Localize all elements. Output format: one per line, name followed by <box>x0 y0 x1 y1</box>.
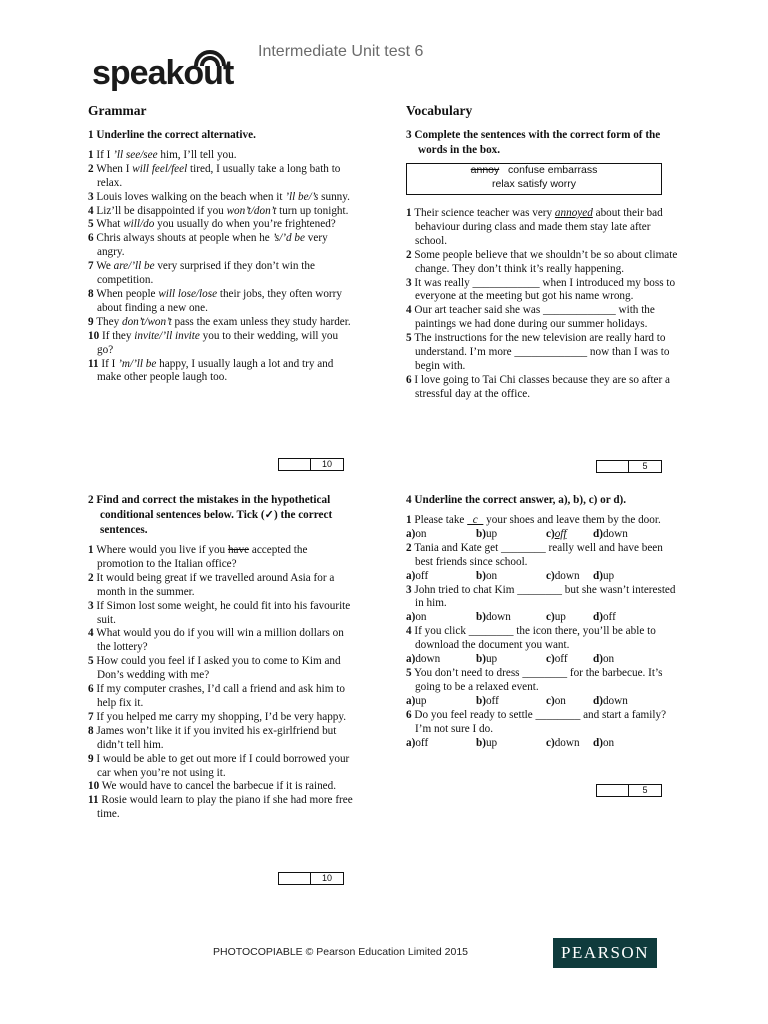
option-letter: a) <box>406 569 416 582</box>
speakout-logo <box>92 46 262 92</box>
option-text: off <box>602 611 616 624</box>
ex2-item: 7 If you helped me carry my shopping, I’d be very happy. <box>88 710 347 723</box>
option-text: off <box>415 569 429 582</box>
option-text: down <box>485 611 511 624</box>
option[interactable] <box>476 611 546 625</box>
option-text: on <box>485 569 498 582</box>
vocabulary-section <box>406 104 678 164</box>
option-text: up <box>415 694 427 707</box>
ex3-score: 5 <box>642 461 648 471</box>
ex3-item: 6 I love going to Tai Chi classes because they are so after a stressful day at the office. <box>406 373 671 400</box>
grammar-heading: Grammar <box>88 103 147 118</box>
option-text: up <box>485 527 498 540</box>
option-letter: d) <box>593 694 603 707</box>
option[interactable] <box>476 737 546 751</box>
ex2-instruction: 2 Find and correct the mistakes in the hypothetical conditional sentences below. Tick (✓) the correct sentences. <box>88 494 333 536</box>
item-number: 1 <box>88 148 94 161</box>
ex4-section <box>406 493 678 750</box>
option-text: up <box>485 653 498 666</box>
option[interactable] <box>476 695 546 709</box>
item-number: 3 <box>88 599 94 612</box>
ex1-score: 10 <box>321 459 332 469</box>
option-text: on <box>602 736 615 749</box>
ex4-instruction: 4 Underline the correct answer, a), b), c) or d). <box>406 494 627 506</box>
option[interactable] <box>476 653 546 667</box>
alternatives: ’m/’ll be <box>118 357 157 370</box>
ex2-item: 4 What would you do if you will win a million dollars on the lottery? <box>88 627 344 654</box>
ex2-item: 11 Rosie would learn to play the piano if she had more free time. <box>88 794 353 821</box>
pearson-logo: PEARSON <box>553 938 657 968</box>
option-letter: d) <box>593 569 603 582</box>
ex3-item: 4 Our art teacher said she was _____________ with the paintings we had done during our summer holidays. <box>406 304 655 331</box>
ex2-score-box <box>278 872 344 885</box>
option-text: off <box>554 653 568 666</box>
option-letter: c) <box>546 527 555 540</box>
option[interactable] <box>593 528 653 542</box>
option[interactable] <box>546 528 593 542</box>
option-letter: d) <box>593 736 603 749</box>
item-number: 6 <box>406 373 412 386</box>
ex4-score-box <box>596 784 662 797</box>
option[interactable] <box>546 695 593 709</box>
option-text: on <box>554 694 566 707</box>
item-number: 6 <box>406 708 412 721</box>
option[interactable] <box>593 611 653 625</box>
unit-title: Intermediate Unit test 6 <box>258 43 424 60</box>
item-number: 6 <box>88 683 94 696</box>
ex2-score: 10 <box>321 873 332 883</box>
item-number: 4 <box>88 627 94 640</box>
ex3-item: 2 Some people believe that we shouldn’t be so about climate change. They don’t think it’s really happening. <box>406 248 678 275</box>
option[interactable] <box>406 570 476 584</box>
ex1-item[interactable]: 7 We are/’ll be very surprised if they don’t win the competition. <box>88 260 315 287</box>
item-number: 10 <box>88 780 100 793</box>
option-letter: a) <box>406 527 416 540</box>
wifi-arc-icon <box>188 46 232 68</box>
ex4-question: 6 Do you feel ready to settle ________ and start a family? I’m not sure I do. <box>406 708 667 735</box>
option-letter: a) <box>406 736 416 749</box>
ex2-item-1: 1 Where would you live if you have accepted the promotion to the Italian office? <box>88 544 308 570</box>
option-letter: b) <box>476 527 486 540</box>
item-number: 9 <box>88 752 94 765</box>
ex1-item[interactable]: 9 They don’t/won’t pass the exam unless they study harder. <box>88 315 351 328</box>
item-number: 5 <box>406 666 412 679</box>
ex4-options <box>406 528 678 542</box>
item-number: 3 <box>406 276 412 289</box>
ex2-item: 8 James won’t like it if you invited his ex-girlfriend but didn’t tell him. <box>88 724 337 751</box>
ex4-question: 5 You don’t need to dress ________ for the barbecue. It’s going to be a relaxed event. <box>406 666 663 693</box>
option-text: up <box>485 736 498 749</box>
item-number: 10 <box>88 329 100 342</box>
alternatives: invite/’ll invite <box>134 329 200 342</box>
option[interactable] <box>406 528 476 542</box>
option-text: on <box>415 611 427 624</box>
option-letter: c) <box>546 694 555 707</box>
option-letter: d) <box>593 611 603 624</box>
ex4-list <box>406 514 678 750</box>
option-letter: b) <box>476 736 486 749</box>
option-text: down <box>554 736 580 749</box>
ex3-list <box>406 249 678 402</box>
option-letter: a) <box>406 694 416 707</box>
option-text: down <box>415 653 441 666</box>
item-number: 8 <box>88 724 94 737</box>
option-text: off <box>485 694 499 707</box>
ex2-list <box>88 572 353 822</box>
option[interactable] <box>546 737 593 751</box>
ex3-instruction: 3 Complete the sentences with the correct form of the words in the box. <box>406 128 661 156</box>
option-text: off <box>415 736 429 749</box>
option-letter: b) <box>476 611 486 624</box>
ex1-score-box <box>278 458 344 471</box>
option-letter: c) <box>546 611 555 624</box>
ex4-question: 1 Please take c your shoes and leave them by the door. <box>406 514 661 526</box>
ex2-section <box>88 493 353 822</box>
ex2-item: 10 We would have to cancel the barbecue if it is rained. <box>88 780 337 793</box>
ex3-item: 3 It was really ____________ when I introduced my boss to everyone at the meeting but got his name wrong. <box>406 276 676 303</box>
ex4-question: 2 Tania and Kate get ________ really well and have been best friends since school. <box>406 541 663 568</box>
option-text: on <box>602 653 615 666</box>
ex4-options <box>406 570 678 584</box>
option-letter: a) <box>406 653 416 666</box>
item-number: 3 <box>88 190 94 203</box>
option[interactable] <box>406 695 476 709</box>
ex4-options <box>406 695 678 709</box>
ex2-item: 9 I would be able to get out more if I could borrowed your car when you’re not using it. <box>88 752 350 779</box>
alternatives: will lose/lose <box>158 287 218 300</box>
option[interactable] <box>406 611 476 625</box>
option[interactable] <box>406 653 476 667</box>
ex1-item[interactable]: 1 If I ’ll see/see him, I’ll tell you. <box>88 148 237 161</box>
alternatives: ’ll see/see <box>113 148 158 161</box>
ex2-item: 2 It would being great if we travelled around Asia for a month in the summer. <box>88 571 335 598</box>
option[interactable] <box>476 528 546 542</box>
item-number: 9 <box>88 315 94 328</box>
ex2-item: 5 How could you feel if I asked you to come to Kim and Don’s wedding with me? <box>88 655 341 682</box>
option-text: up <box>554 611 566 624</box>
example-answer: c <box>467 514 484 526</box>
item-number: 1 <box>406 514 412 526</box>
item-number: 4 <box>88 204 94 217</box>
ex1-item[interactable]: 5 What will/do you usually do when you’re frightened? <box>88 218 336 231</box>
item-number: 3 <box>406 583 412 596</box>
option-text: down <box>602 694 628 707</box>
option[interactable] <box>593 737 653 751</box>
logo-text: speakout <box>92 54 234 92</box>
ex4-options <box>406 653 678 667</box>
option-letter: b) <box>476 694 486 707</box>
ex1-item[interactable]: 6 Chris always shouts at people when he ’s/’d be very angry. <box>88 232 328 259</box>
ex1-item[interactable]: 2 When I will feel/feel tired, I usually take a long bath to relax. <box>88 162 341 189</box>
item-number: 2 <box>406 541 412 554</box>
item-number: 4 <box>406 304 412 317</box>
item-number: 2 <box>406 248 412 261</box>
option-text: down <box>602 527 628 540</box>
option[interactable] <box>593 570 653 584</box>
option-letter: b) <box>476 653 486 666</box>
alternatives: are/’ll be <box>113 260 155 273</box>
item-number: 11 <box>88 357 99 370</box>
alternatives: don’t/won’t <box>121 315 172 328</box>
option-text: up <box>602 569 615 582</box>
ex2-item: 3 If Simon lost some weight, he could fit into his favourite suit. <box>88 599 351 626</box>
item-number: 2 <box>88 162 94 175</box>
ex1-item[interactable]: 8 When people will lose/lose their jobs, they often worry about finding a new one. <box>88 287 342 314</box>
ex1-instruction: 1 Underline the correct alternative. <box>88 128 256 141</box>
item-number: 4 <box>406 625 412 638</box>
option-text: down <box>554 569 580 582</box>
item-number: 7 <box>88 710 94 723</box>
ex4-question: 4 If you click ________ the icon there, you’ll be able to download the document you want. <box>406 625 656 652</box>
item-number: 8 <box>88 287 94 300</box>
ex3-items <box>406 207 678 402</box>
option[interactable] <box>593 695 653 709</box>
item-number: 7 <box>88 260 94 273</box>
alternatives: ’s/’d be <box>272 232 305 245</box>
option-letter: d) <box>593 527 603 540</box>
ex4-question: 3 John tried to chat Kim ________ but she wasn’t interested in him. <box>406 583 676 610</box>
ex1-item[interactable]: 3 Louis loves walking on the beach when it ’ll be/’s sunny. <box>88 190 350 203</box>
option[interactable] <box>546 611 593 625</box>
option-text: on <box>415 527 427 540</box>
option[interactable] <box>546 570 593 584</box>
grammar-section <box>88 104 353 385</box>
alternatives: will/do <box>123 218 155 231</box>
item-number: 6 <box>88 232 94 245</box>
option-letter: c) <box>546 736 555 749</box>
ex3-score-box <box>596 460 662 473</box>
alternatives: won’t/don’t <box>226 204 277 217</box>
option[interactable] <box>546 653 593 667</box>
item-number: 5 <box>88 218 94 231</box>
ex3-item-1: 1 Their science teacher was very annoyed about their bad behaviour during class and made them stay late after school. <box>406 207 663 247</box>
ex1-item[interactable]: 11 If I ’m/’ll be happy, I usually laugh a lot and try and make other people laugh too. <box>88 357 334 384</box>
item-number: 11 <box>88 794 99 807</box>
ex1-list <box>88 149 353 385</box>
option-letter: c) <box>546 653 555 666</box>
ex3-item: 5 The instructions for the new television are really hard to understand. I’m more _____________ now than I was to begin with. <box>406 332 670 372</box>
option-letter: d) <box>593 653 603 666</box>
ex4-options <box>406 611 678 625</box>
ex1-item[interactable]: 4 Liz’ll be disappointed if you won’t/don’t turn up tonight. <box>88 204 349 217</box>
item-number: 5 <box>88 655 94 668</box>
struck-word: annoy <box>470 164 500 176</box>
option-text: off <box>554 527 567 540</box>
ex1-item[interactable]: 10 If they invite/’ll invite you to their wedding, will you go? <box>88 329 339 356</box>
ex4-score: 5 <box>642 785 648 795</box>
ex2-item: 6 If my computer crashes, I’d call a friend and ask him to help fix it. <box>88 683 345 709</box>
option[interactable] <box>476 570 546 584</box>
option-letter: a) <box>406 611 416 624</box>
option-letter: c) <box>546 569 555 582</box>
option[interactable] <box>593 653 653 667</box>
copyright-footer: PHOTOCOPIABLE © Pearson Education Limited 2015 <box>213 946 469 958</box>
option[interactable] <box>406 737 476 751</box>
option-letter: b) <box>476 569 486 582</box>
alternatives: ’ll be/’s <box>285 190 319 203</box>
vocabulary-heading: Vocabulary <box>406 103 473 118</box>
word-box: annoy confuse embarrass relax satisfy worry <box>406 163 662 195</box>
ex4-options <box>406 737 678 751</box>
alternatives: will feel/feel <box>132 162 188 175</box>
item-number: 5 <box>406 332 412 345</box>
item-number: 2 <box>88 571 94 584</box>
